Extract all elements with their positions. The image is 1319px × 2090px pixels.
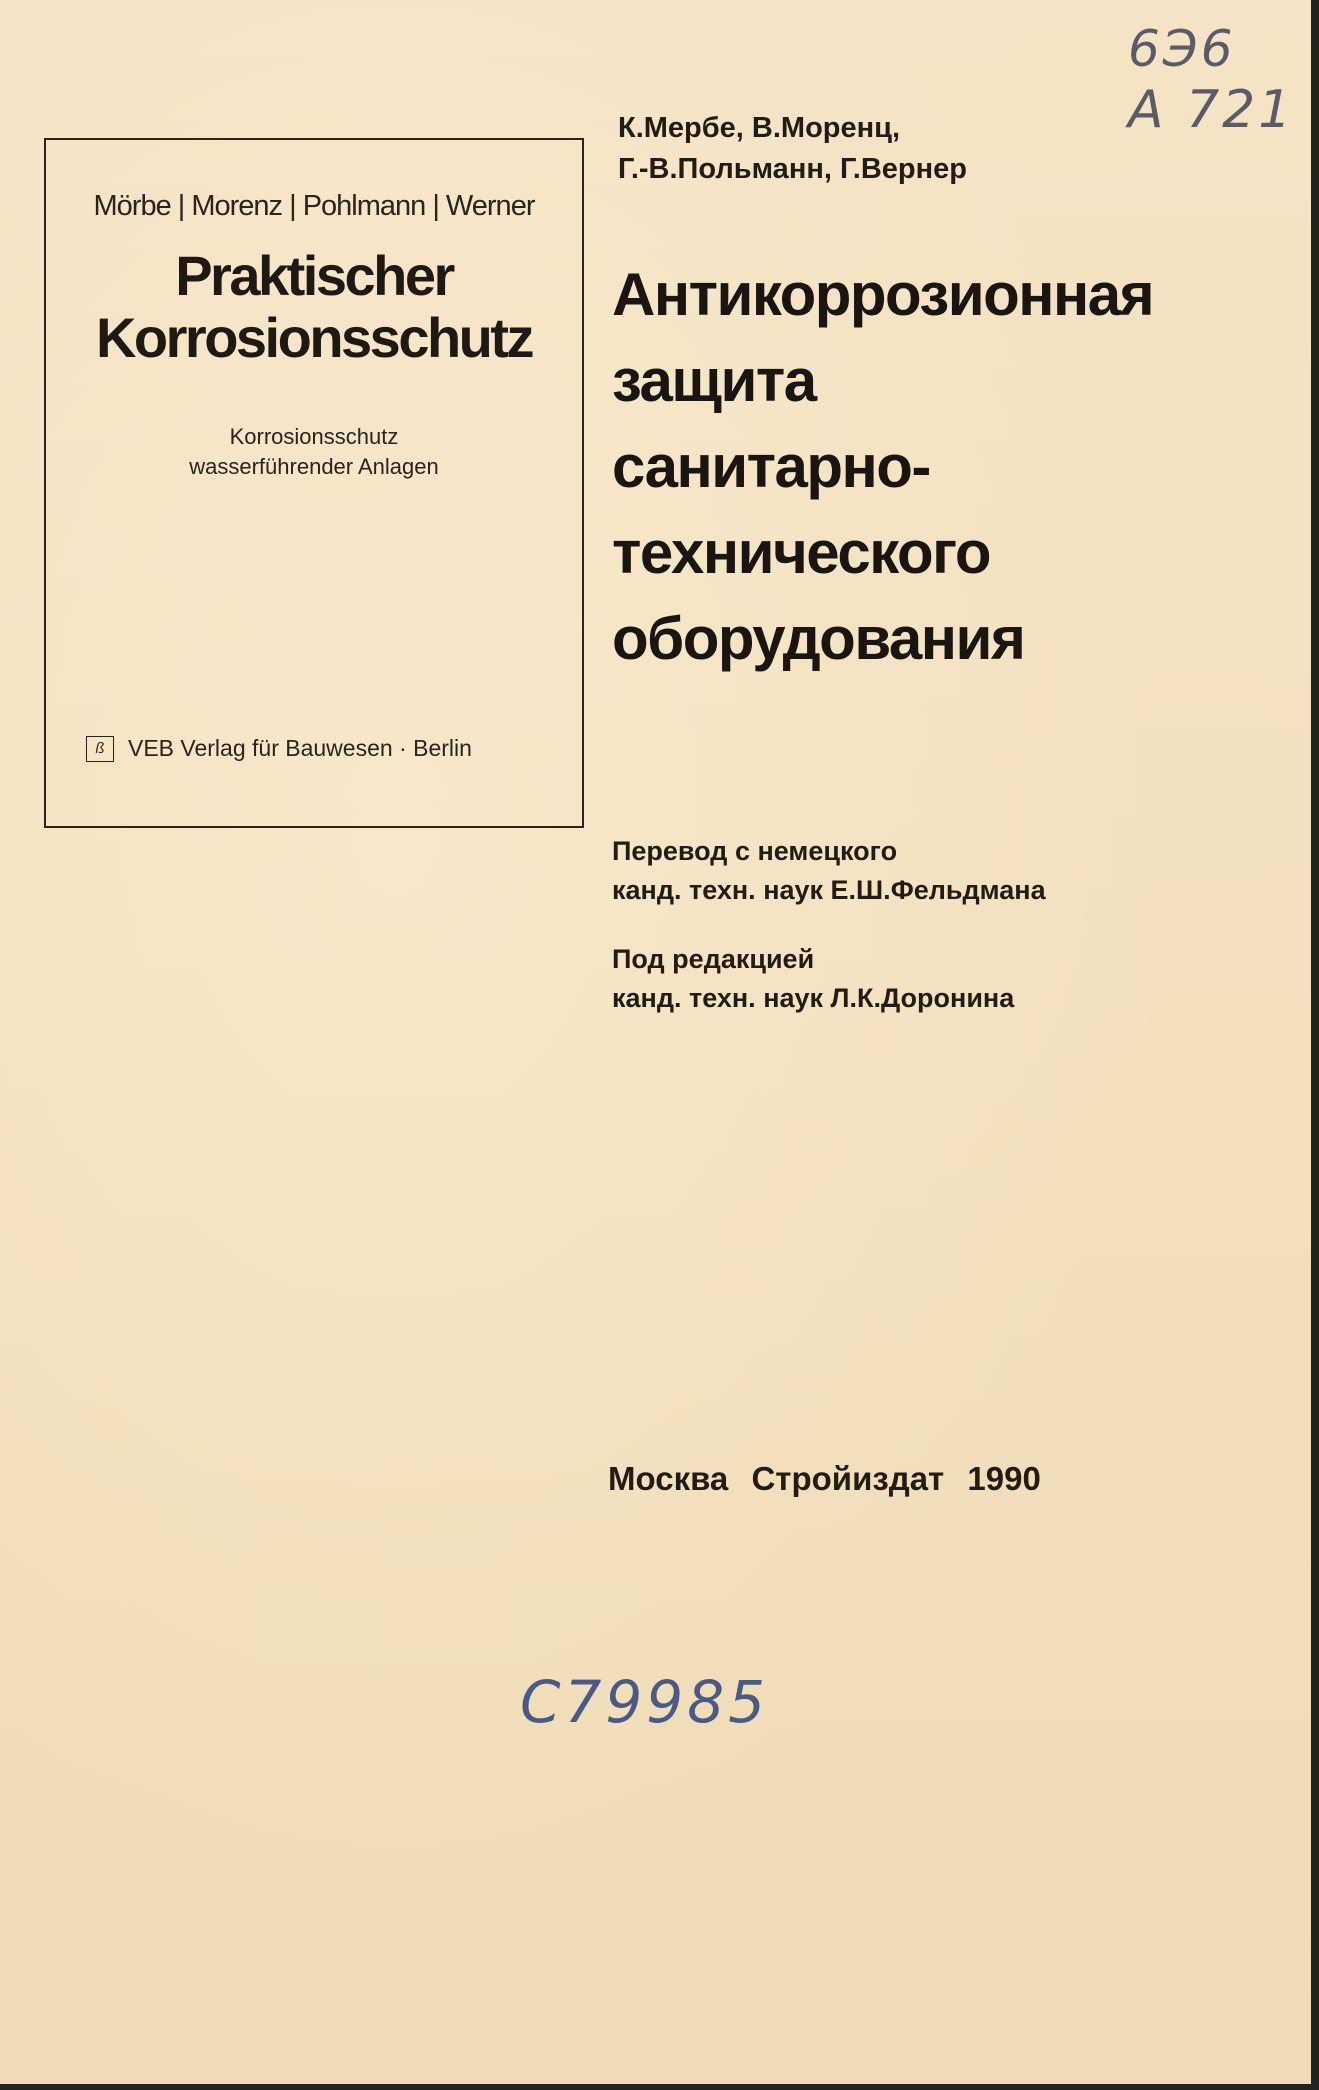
translation-line: канд. техн. наук Е.Ш.Фельдмана — [612, 875, 1046, 905]
original-title-line: Korrosionsschutz — [95, 306, 533, 369]
book-title-line: санитарно- — [612, 433, 930, 500]
translation-credit — [612, 832, 1046, 910]
book-title-line: Антикоррозионная — [612, 261, 1154, 328]
imprint-year: 1990 — [967, 1460, 1041, 1497]
original-title-line: Praktischer — [175, 244, 453, 307]
authors — [618, 108, 967, 190]
original-subtitle-line: Korrosionsschutz — [229, 424, 399, 449]
editor-line: Под редакцией — [612, 944, 815, 974]
inventory-number-stamp: С79985 — [520, 1668, 770, 1736]
original-publisher-name: VEB Verlag für Bauwesen · Berlin — [128, 735, 472, 761]
authors-line: Г.-В.Польманн, Г.Вернер — [618, 153, 967, 185]
imprint-publisher: Стройиздат — [751, 1460, 945, 1497]
book-title — [612, 252, 1153, 682]
editor-credit — [612, 940, 1014, 1018]
handwritten-call-number: А 721 — [1128, 80, 1295, 140]
original-authors: Mörbe | Morenz | Pohlmann | Werner — [93, 190, 535, 222]
original-title — [46, 245, 582, 369]
original-subtitle-line: wasserführender Anlagen — [189, 454, 439, 479]
imprint — [608, 1460, 1055, 1498]
handwritten-shelf-mark: 6Э6 — [1128, 20, 1236, 78]
scan-border-right — [1311, 0, 1319, 2090]
imprint-city: Москва — [608, 1460, 729, 1497]
original-subtitle — [46, 422, 582, 482]
book-title-line: оборудования — [612, 605, 1025, 672]
book-title-line: защита — [612, 347, 816, 414]
scan-border-bottom — [0, 2084, 1319, 2090]
original-publisher — [86, 735, 472, 762]
publisher-logo-icon: ß — [86, 736, 114, 762]
authors-line: К.Мербе, В.Моренц, — [618, 112, 901, 144]
editor-line: канд. техн. наук Л.К.Доронина — [612, 983, 1015, 1013]
book-title-line: технического — [612, 519, 990, 586]
original-edition-box — [44, 138, 584, 828]
translation-line: Перевод с немецкого — [612, 836, 898, 866]
